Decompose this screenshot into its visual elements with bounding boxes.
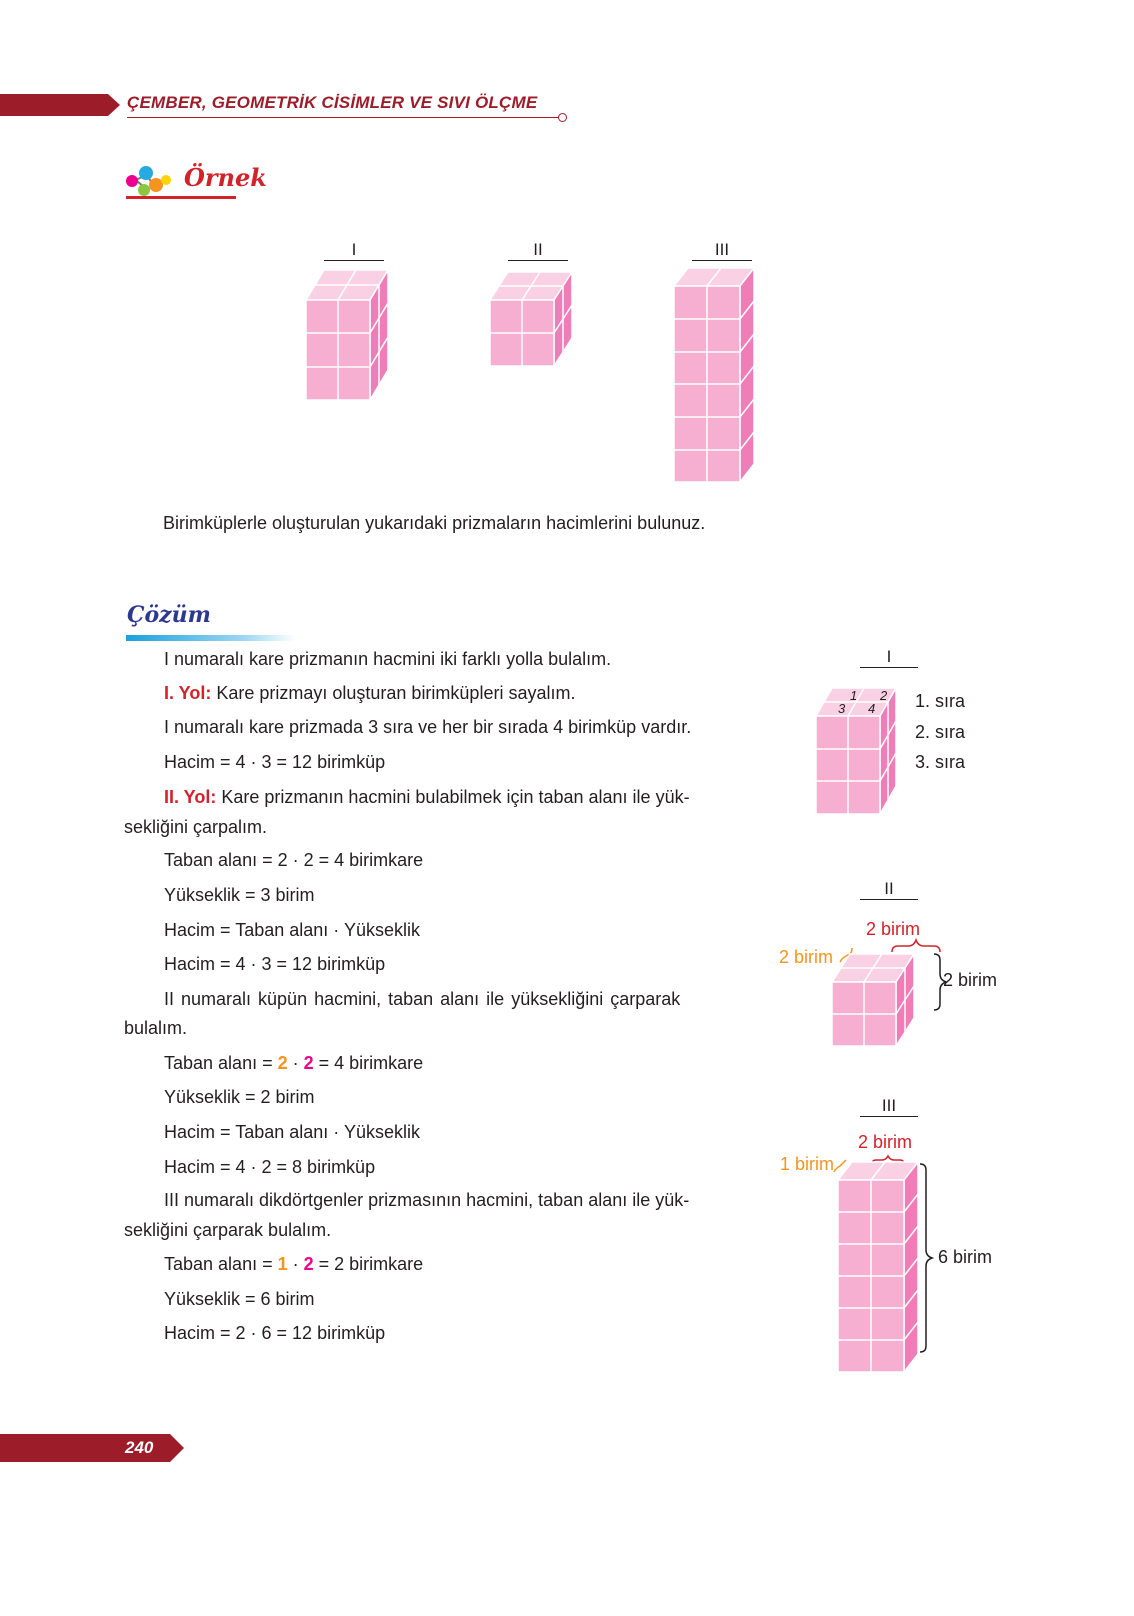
figure-label-ii: II [508,240,568,261]
cube-ii-base-prefix: Taban alanı = [164,1053,278,1073]
prism-iii-height: Yükseklik = 6 birim [164,1289,315,1309]
cube-ii-intro: II numaralı küpün hacmini, taban alanı ile yüksekliğini çarparak [164,989,681,1009]
prism-iii-depth-brace [834,1160,846,1172]
prism-iii-base-area [164,1253,423,1275]
solution-figure-label-iii: III [860,1096,918,1117]
prism-iii-base-depth: 1 [277,1254,288,1274]
header-bar [0,94,108,116]
prism-i-volume-formula: Hacim = Taban alanı · Yükseklik [164,920,420,940]
prism-i-front [306,300,370,400]
cube-ii-diagram [484,264,596,372]
top-cube-number-1: 1 [850,688,858,703]
top-cube-number-4: 4 [868,701,876,716]
footer-arrow [170,1434,184,1462]
cube-ii-height-brace [934,954,946,1010]
prism-iii-volume: Hacim = 2 · 6 = 12 birimküp [164,1323,386,1343]
method-2-text: Kare prizmanın hacmini bulabilmek için taban alanı ile yük- [216,787,690,807]
cube-ii-height-label: 2 birim [943,970,998,990]
solution-intro: I numaralı kare prizmanın hacmini iki farklı yolla bulalım. [164,649,612,669]
example-heading: Örnek [184,163,267,192]
chapter-title: ÇEMBER, GEOMETRİK CİSİMLER VE SIVI ÖLÇME [127,93,538,112]
cube-ii-base-area [164,1052,423,1074]
cube-ii-base-length: 2 [277,1053,288,1073]
cube-ii-base-result: = 4 birimkare [313,1053,424,1073]
prism-iii-base-result: = 2 birimkare [313,1254,424,1274]
cube-ii-height: Yükseklik = 2 birim [164,1087,315,1107]
cube-ii-width-brace [892,940,940,952]
prism-iii-height-brace [920,1164,932,1352]
method-1-label: I. Yol: [164,683,212,703]
solution-prism-iii-diagram [832,1150,944,1378]
solution-heading: Çözüm [127,602,211,628]
method-1-text: Kare prizmayı oluşturan birimküpleri sayalım. [211,683,576,703]
prism-i-diagram [300,262,412,404]
cube-ii-depth-label: 2 birim [779,947,834,967]
solution-figure-label-i: I [860,647,918,668]
cube-ii-volume: Hacim = 4 · 2 = 8 birimküp [164,1157,376,1177]
prism-iii-depth-label: 1 birim [780,1154,835,1174]
prism-iii-base-width: 2 [303,1254,314,1274]
prism-iii-base-dot: · [287,1254,304,1274]
prism-i-height: Yükseklik = 3 birim [164,885,315,905]
example-underline [126,196,236,199]
prism-iii-height-label: 6 birim [938,1247,993,1267]
example-question: Birimküplerle oluşturulan yukarıdaki prizmaların hacimlerini bulunuz. [163,513,706,533]
prism-i-volume: Hacim = 4 · 3 = 12 birimküp [164,954,386,974]
cube-ii-width-label: 2 birim [866,919,921,939]
figure-label-iii: III [692,240,752,261]
method-2-label: II. Yol: [164,787,217,807]
top-cube-number-2: 2 [880,688,888,703]
header-arrow [108,94,120,116]
cube-ii-base-width: 2 [303,1053,314,1073]
solution-underline [126,635,296,641]
solution-prism-i-diagram [810,680,920,820]
cube-ii-volume-formula: Hacim = Taban alanı · Yükseklik [164,1122,420,1142]
row-label-2: 2. sıra [915,722,966,742]
row-label-3: 3. sıra [915,752,966,772]
rows-statement: I numaralı kare prizmada 3 sıra ve her bir sırada 4 birimküp vardır. [164,717,692,737]
cube-ii-base-dot: · [287,1053,304,1073]
top-cube-number-3: 3 [838,701,846,716]
row-label-1: 1. sıra [915,691,966,711]
method-2-line [164,786,690,808]
molecule-icon [124,165,180,197]
method-1-line [164,682,575,704]
cube-ii-intro-cont: bulalım. [124,1018,188,1038]
prism-iii-intro: III numaralı dikdörtgenler prizmasının hacmini, taban alanı ile yük- [164,1190,690,1210]
header-rule-end-dot [558,113,567,122]
page-number: 240 [125,1438,154,1457]
figure-label-i: I [324,240,384,261]
method-2-text-cont: sekliğini çarpalım. [124,817,268,837]
solution-cube-ii-diagram [826,936,948,1052]
prism-iii-width-label: 2 birim [858,1132,913,1152]
prism-iii-base-prefix: Taban alanı = [164,1254,278,1274]
prism-iii-diagram [668,264,764,486]
method-1-volume: Hacim = 4 · 3 = 12 birimküp [164,752,386,772]
prism-i-base-area: Taban alanı = 2 · 2 = 4 birimkare [164,850,424,870]
header-rule [127,117,559,118]
prism-iii-intro-cont: sekliğini çarparak bulalım. [124,1220,332,1240]
solution-figure-label-ii: II [860,879,918,900]
